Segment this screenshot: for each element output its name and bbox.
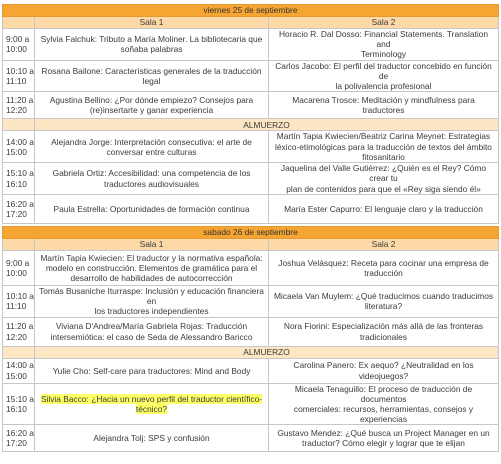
- schedule-table-friday: [2, 4, 499, 224]
- sala-1-header: Sala 1: [35, 239, 269, 251]
- session-sala-2: Gustavo Mendez: ¿Qué busca un Project Manager en un traductor? Cómo elegir y lograr que te elijan: [269, 425, 499, 452]
- session-sala-1: Yulie Cho: Self-care para traductores: Mind and Body: [35, 358, 269, 383]
- time-slot: 10:10 a 11:10: [3, 60, 35, 92]
- session-sala-2: María Ester Capurro: El lenguaje claro y la traducción: [269, 194, 499, 223]
- session-sala-1: Tomás Busaniche Iturraspe: Inclusión y educación financiera en los traductores independientes: [35, 286, 269, 318]
- session-sala-2: Joshua Velásquez: Receta para cocinar una empresa de traducción: [269, 251, 499, 286]
- session-sala-1: Alejandra Jorge: Interpretación consecutiva: el arte de conversar entre culturas: [35, 131, 269, 163]
- time-slot: 14:00 a 15:00: [3, 131, 35, 163]
- day-header-row: [3, 5, 499, 17]
- session-sala-2: Micaela Van Muylem: ¿Qué traducimos cuando traducimos literatura?: [269, 286, 499, 318]
- time-slot: 9:00 a 10:00: [3, 251, 35, 286]
- time-slot: 16:20 a 17:20: [3, 425, 35, 452]
- session-row: [3, 60, 499, 92]
- session-row: [3, 358, 499, 383]
- time-slot: 16:20 a 17:20: [3, 194, 35, 223]
- session-sala-2: Macarena Trosce: Meditación y mindfulness para traductores: [269, 92, 499, 119]
- lunch-row: [3, 119, 499, 131]
- session-row: [3, 425, 499, 452]
- session-row: [3, 92, 499, 119]
- session-sala-1: Alejandra Tolj: SPS y confusión: [35, 425, 269, 452]
- session-sala-2: Horacio R. Dal Dosso: Financial Statements. Translation and Terminology: [269, 29, 499, 61]
- session-sala-2: Jaquelina del Valle Gutiérrez: ¿Quién es el Rey? Cómo crear tu plan de contenidos para que el «Rey siga siendo él»: [269, 163, 499, 195]
- session-sala-1: Martín Tapia Kwiecien: El traductor y la normativa española: modelo en construcción. Elementos de gramática para el desarrollo de habilidades de autocorrección: [35, 251, 269, 286]
- lunch-row: [3, 346, 499, 358]
- session-row: [3, 163, 499, 195]
- session-sala-1: Rosana Bailone: Características generales de la traducción legal: [35, 60, 269, 92]
- session-sala-1: Agustina Bellino: ¿Por dónde empiezo? Consejos para (re)insertarte y ganar experiencia: [35, 92, 269, 119]
- session-sala-1: [35, 383, 269, 425]
- day-header-row: [3, 227, 499, 239]
- day-title: viernes 25 de septiembre: [3, 5, 499, 17]
- session-sala-2: Carolina Panero: Ex aequo? ¿Neutralidad en los videojuegos?: [269, 358, 499, 383]
- sala-header-row: [3, 239, 499, 251]
- time-slot: 9:00 a 10:00: [3, 29, 35, 61]
- sala-2-header: Sala 2: [269, 239, 499, 251]
- session-sala-1: Paula Estrella: Oportunidades de formación continua: [35, 194, 269, 223]
- sala-2-header: Sala 2: [269, 17, 499, 29]
- session-sala-1: Gabriela Ortiz: Accesibilidad: una competencia de los traductores audiovisuales: [35, 163, 269, 195]
- session-row: [3, 251, 499, 286]
- session-sala-2: Nora Fiorini: Especialización más allá de las fronteras tradicionales: [269, 317, 499, 346]
- time-slot: 15:10 a 16:10: [3, 163, 35, 195]
- time-slot: 14:00 a 15:00: [3, 358, 35, 383]
- session-sala-2: Martín Tapia Kwiecien/Beatriz Carina Meynet: Estrategias léxico-etimológicas para la traducción de textos del ámbito fitosanitario: [269, 131, 499, 163]
- lunch-label: ALMUERZO: [35, 119, 499, 131]
- session-row: [3, 29, 499, 61]
- session-row: [3, 194, 499, 223]
- session-sala-2: Micaela Tenaguillo: El proceso de traducción de documentos comerciales: recursos, herramientas, consejos y experiencias: [269, 383, 499, 425]
- schedule-table-saturday: [2, 226, 499, 452]
- session-sala-1: Viviana D'Andrea/María Gabriela Rojas: Traducción intersemiótica: el caso de Seda de Alessandro Baricco: [35, 317, 269, 346]
- highlighted-session: Silvia Bacco: ¿Hacia un nuevo perfil del traductor científico- técnico?: [40, 393, 263, 415]
- sala-1-header: Sala 1: [35, 17, 269, 29]
- sala-header-row: [3, 17, 499, 29]
- session-row: [3, 131, 499, 163]
- day-title: sabado 26 de septiembre: [3, 227, 499, 239]
- time-slot: 11:20 a 12:20: [3, 92, 35, 119]
- session-row: [3, 286, 499, 318]
- session-sala-1: Sylvia Falchuk: Tributo a María Moliner. La bibliotecaria que soñaba palabras: [35, 29, 269, 61]
- session-sala-2: Carlos Jacobo: El perfil del traductor concebido en función de la polivalencia profesional: [269, 60, 499, 92]
- lunch-label: ALMUERZO: [35, 346, 499, 358]
- session-row: [3, 317, 499, 346]
- time-slot: 15:10 a 16:10: [3, 383, 35, 425]
- session-row: [3, 383, 499, 425]
- time-slot: 10:10 a 11:10: [3, 286, 35, 318]
- time-slot: 11:20 a 12:20: [3, 317, 35, 346]
